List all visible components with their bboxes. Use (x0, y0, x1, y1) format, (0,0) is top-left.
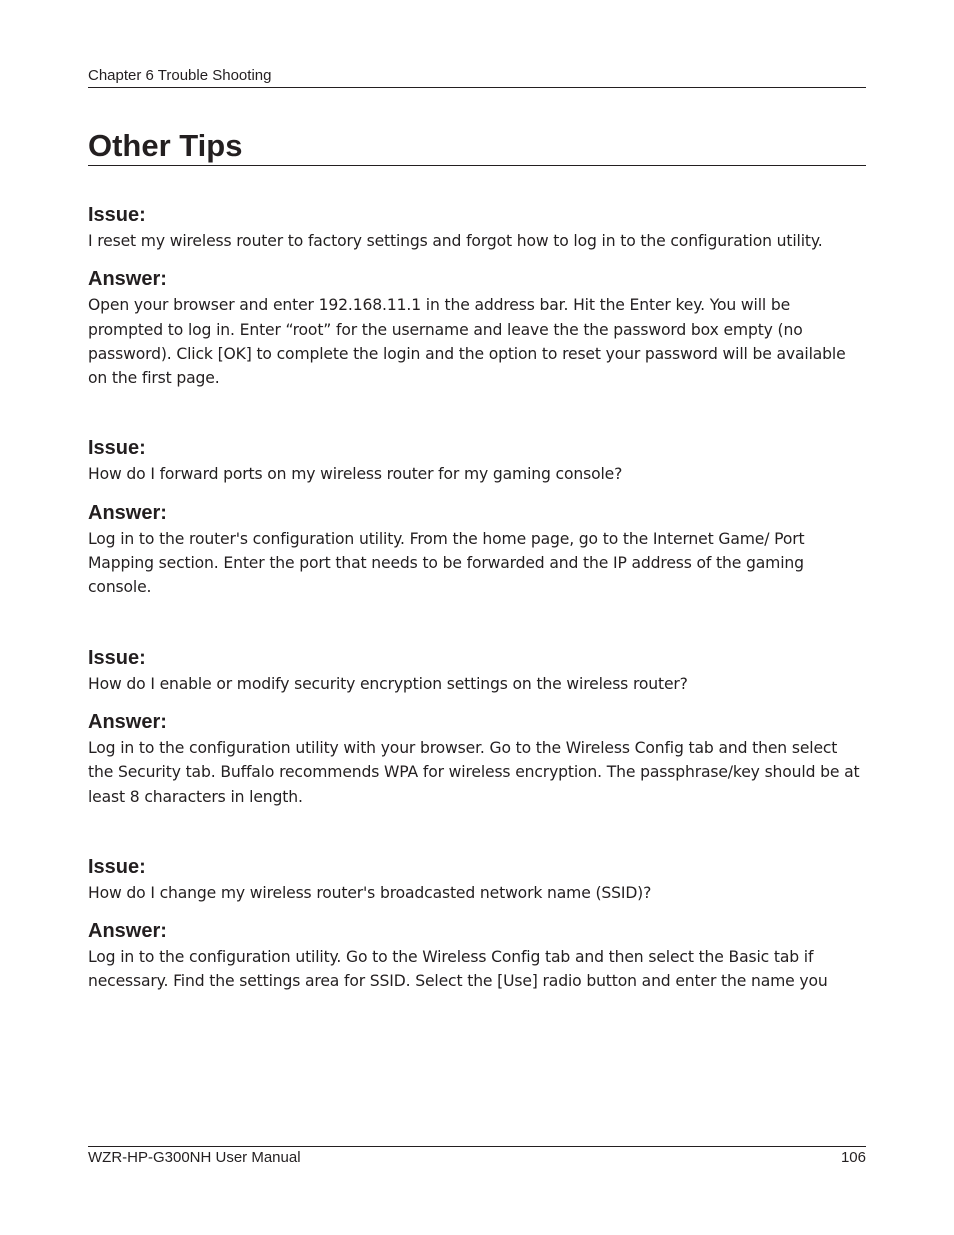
section-title: Other Tips (88, 127, 866, 166)
answer-text: Open your browser and enter 192.168.11.1 in the address bar. Hit the Enter key. You will be prompted to log in. Enter “root” for the username and leave the the password box empty (no password). Click [OK] to complete the login and the option to reset your password will be available on the first page. (88, 296, 846, 388)
running-header: Chapter 6 Trouble Shooting (88, 66, 866, 88)
running-footer (88, 1146, 866, 1168)
issue-text: How do I change my wireless router's broadcasted network name (SSID)? (88, 883, 652, 902)
page-number: 106 (840, 1149, 866, 1166)
manual-title: WZR-HP-G300NH User Manual (88, 1149, 301, 1166)
issue-text: How do I enable or modify security encryption settings on the wireless router? (88, 674, 688, 693)
manual-page (88, 0, 866, 1235)
issue-label: Issue: (88, 437, 146, 460)
qa-item (88, 853, 866, 994)
answer-label: Answer: (88, 920, 167, 943)
qa-item (88, 644, 866, 809)
issue-text: How do I forward ports on my wireless router for my gaming console? (88, 465, 623, 484)
qa-item (88, 434, 866, 599)
answer-text: Log in to the router's configuration utility. From the home page, go to the Internet Game/ Port Mapping section. Enter the port that needs to be forwarded and the IP address of the gaming console. (88, 529, 805, 597)
answer-text: Log in to the configuration utility with your browser. Go to the Wireless Config tab and then select the Security tab. Buffalo recommends WPA for wireless encryption. The passphrase/key should be at least 8 characters in length. (88, 738, 860, 806)
answer-label: Answer: (88, 268, 167, 291)
answer-label: Answer: (88, 501, 167, 524)
issue-label: Issue: (88, 646, 146, 669)
qa-list (88, 201, 866, 1038)
issue-label: Issue: (88, 855, 146, 878)
qa-item (88, 201, 866, 390)
answer-text: Log in to the configuration utility. Go to the Wireless Config tab and then select the Basic tab if necessary. Find the settings area for SSID. Select the [Use] radio button and enter the name you (88, 948, 828, 991)
issue-label: Issue: (88, 204, 146, 226)
issue-text: I reset my wireless router to factory settings and forgot how to log in to the configuration utility. (88, 232, 823, 250)
answer-label: Answer: (88, 710, 167, 733)
